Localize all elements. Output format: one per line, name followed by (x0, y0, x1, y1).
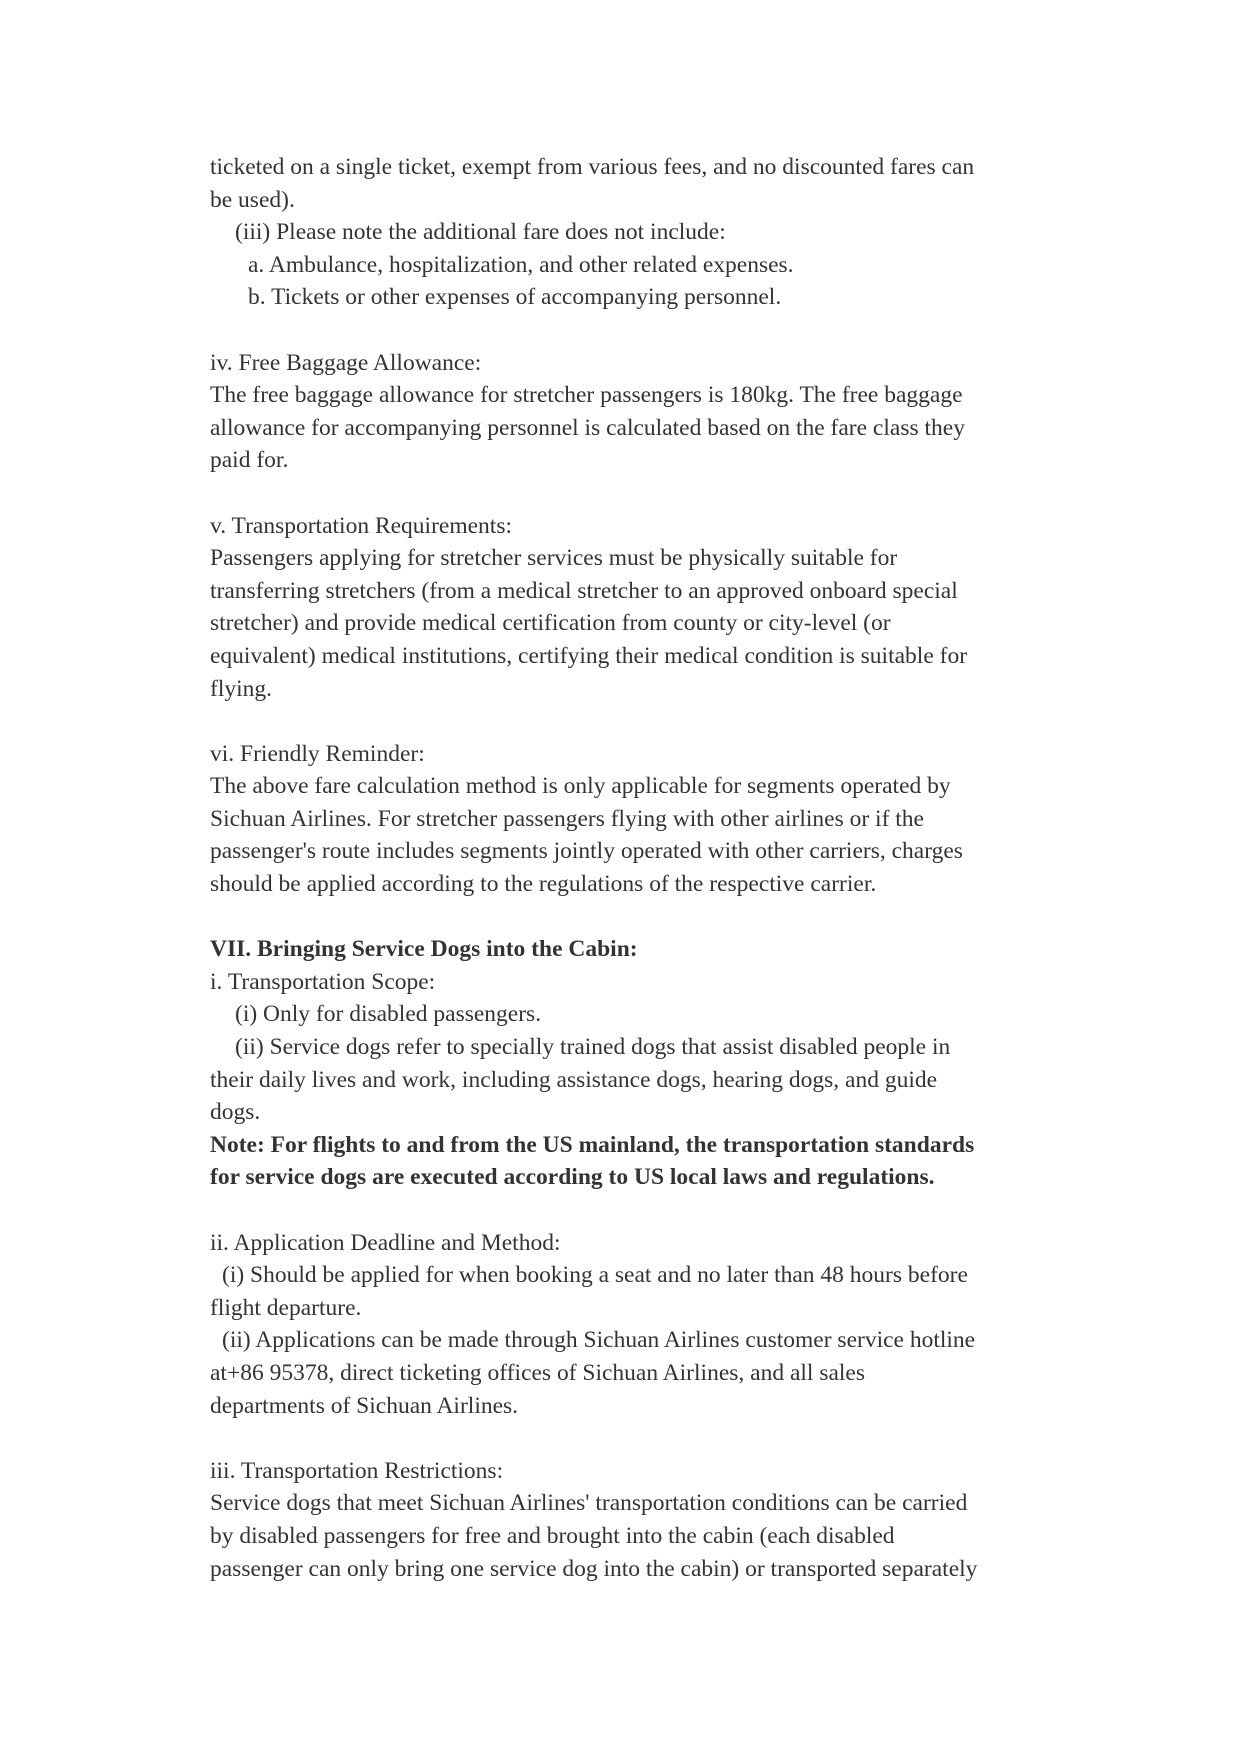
paragraph-line: paid for. (210, 447, 289, 474)
paragraph-line: passenger's route includes segments jointly operated with other carriers, charges (210, 838, 963, 865)
note-line: for service dogs are executed according to US local laws and regulations. (210, 1164, 935, 1191)
paragraph-line: allowance for accompanying personnel is calculated based on the fare class they (210, 414, 965, 441)
document-body (210, 151, 1040, 1585)
paragraph-line: passenger can only bring one service dog into the cabin) or transported separately (210, 1555, 978, 1582)
paragraph-line: should be applied according to the regulations of the respective carrier. (210, 871, 877, 898)
list-item-line: (ii) Service dogs refer to specially trained dogs that assist disabled people in (235, 1034, 951, 1061)
paragraph-line: at+86 95378, direct ticketing offices of Sichuan Airlines, and all sales (210, 1359, 865, 1386)
paragraph-line: The above fare calculation method is only applicable for segments operated by (210, 773, 951, 800)
list-item-line: (ii) Applications can be made through Sichuan Airlines customer service hotline (222, 1327, 976, 1354)
paragraph-line: Service dogs that meet Sichuan Airlines' transportation conditions can be carried (210, 1490, 968, 1517)
paragraph-gap (210, 477, 1040, 510)
paragraph-line: ticketed on a single ticket, exempt from various fees, and no discounted fares can (210, 154, 975, 180)
section-heading: iii. Transportation Restrictions: (210, 1457, 504, 1484)
paragraph-gap (210, 314, 1040, 347)
paragraph-line: equivalent) medical institutions, certifying their medical condition is suitable for (210, 642, 968, 669)
paragraph-line: be used). (210, 186, 295, 213)
section-heading: v. Transportation Requirements: (210, 512, 513, 539)
list-item-line: (i) Should be applied for when booking a seat and no later than 48 hours before (222, 1262, 968, 1289)
paragraph-line: flying. (210, 675, 273, 702)
paragraph-gap (210, 1194, 1040, 1227)
section-heading: ii. Application Deadline and Method: (210, 1229, 561, 1256)
paragraph-line: dogs. (210, 1099, 261, 1126)
section-heading: vi. Friendly Reminder: (210, 740, 425, 767)
paragraph-gap (210, 1422, 1040, 1455)
section-heading: iv. Free Baggage Allowance: (210, 349, 482, 376)
paragraph-line: by disabled passengers for free and brought into the cabin (each disabled (210, 1522, 895, 1549)
chapter-heading: VII. Bringing Service Dogs into the Cabin: (210, 936, 638, 963)
paragraph-line: departments of Sichuan Airlines. (210, 1392, 519, 1419)
paragraph-line: transferring stretchers (from a medical stretcher to an approved onboard special (210, 577, 958, 604)
list-item-line: (i) Only for disabled passengers. (235, 1001, 542, 1028)
paragraph-line: Sichuan Airlines. For stretcher passengers flying with other airlines or if the (210, 805, 924, 832)
paragraph-line: stretcher) and provide medical certification from county or city-level (or (210, 610, 891, 637)
paragraph-line: The free baggage allowance for stretcher passengers is 180kg. The free baggage (210, 382, 963, 409)
paragraph-gap (210, 901, 1040, 934)
paragraph-line: flight departure. (210, 1294, 362, 1321)
section-heading: i. Transportation Scope: (210, 968, 436, 995)
paragraph-gap (210, 705, 1040, 738)
list-item-line: b. Tickets or other expenses of accompanying personnel. (248, 284, 782, 311)
paragraph-line: Passengers applying for stretcher services must be physically suitable for (210, 545, 898, 572)
paragraph-line: their daily lives and work, including assistance dogs, hearing dogs, and guide (210, 1066, 938, 1093)
list-item-line: a. Ambulance, hospitalization, and other related expenses. (248, 251, 794, 278)
note-line: Note: For flights to and from the US mainland, the transportation standards (210, 1131, 975, 1158)
list-item-line: (iii) Please note the additional fare does not include: (235, 219, 726, 246)
